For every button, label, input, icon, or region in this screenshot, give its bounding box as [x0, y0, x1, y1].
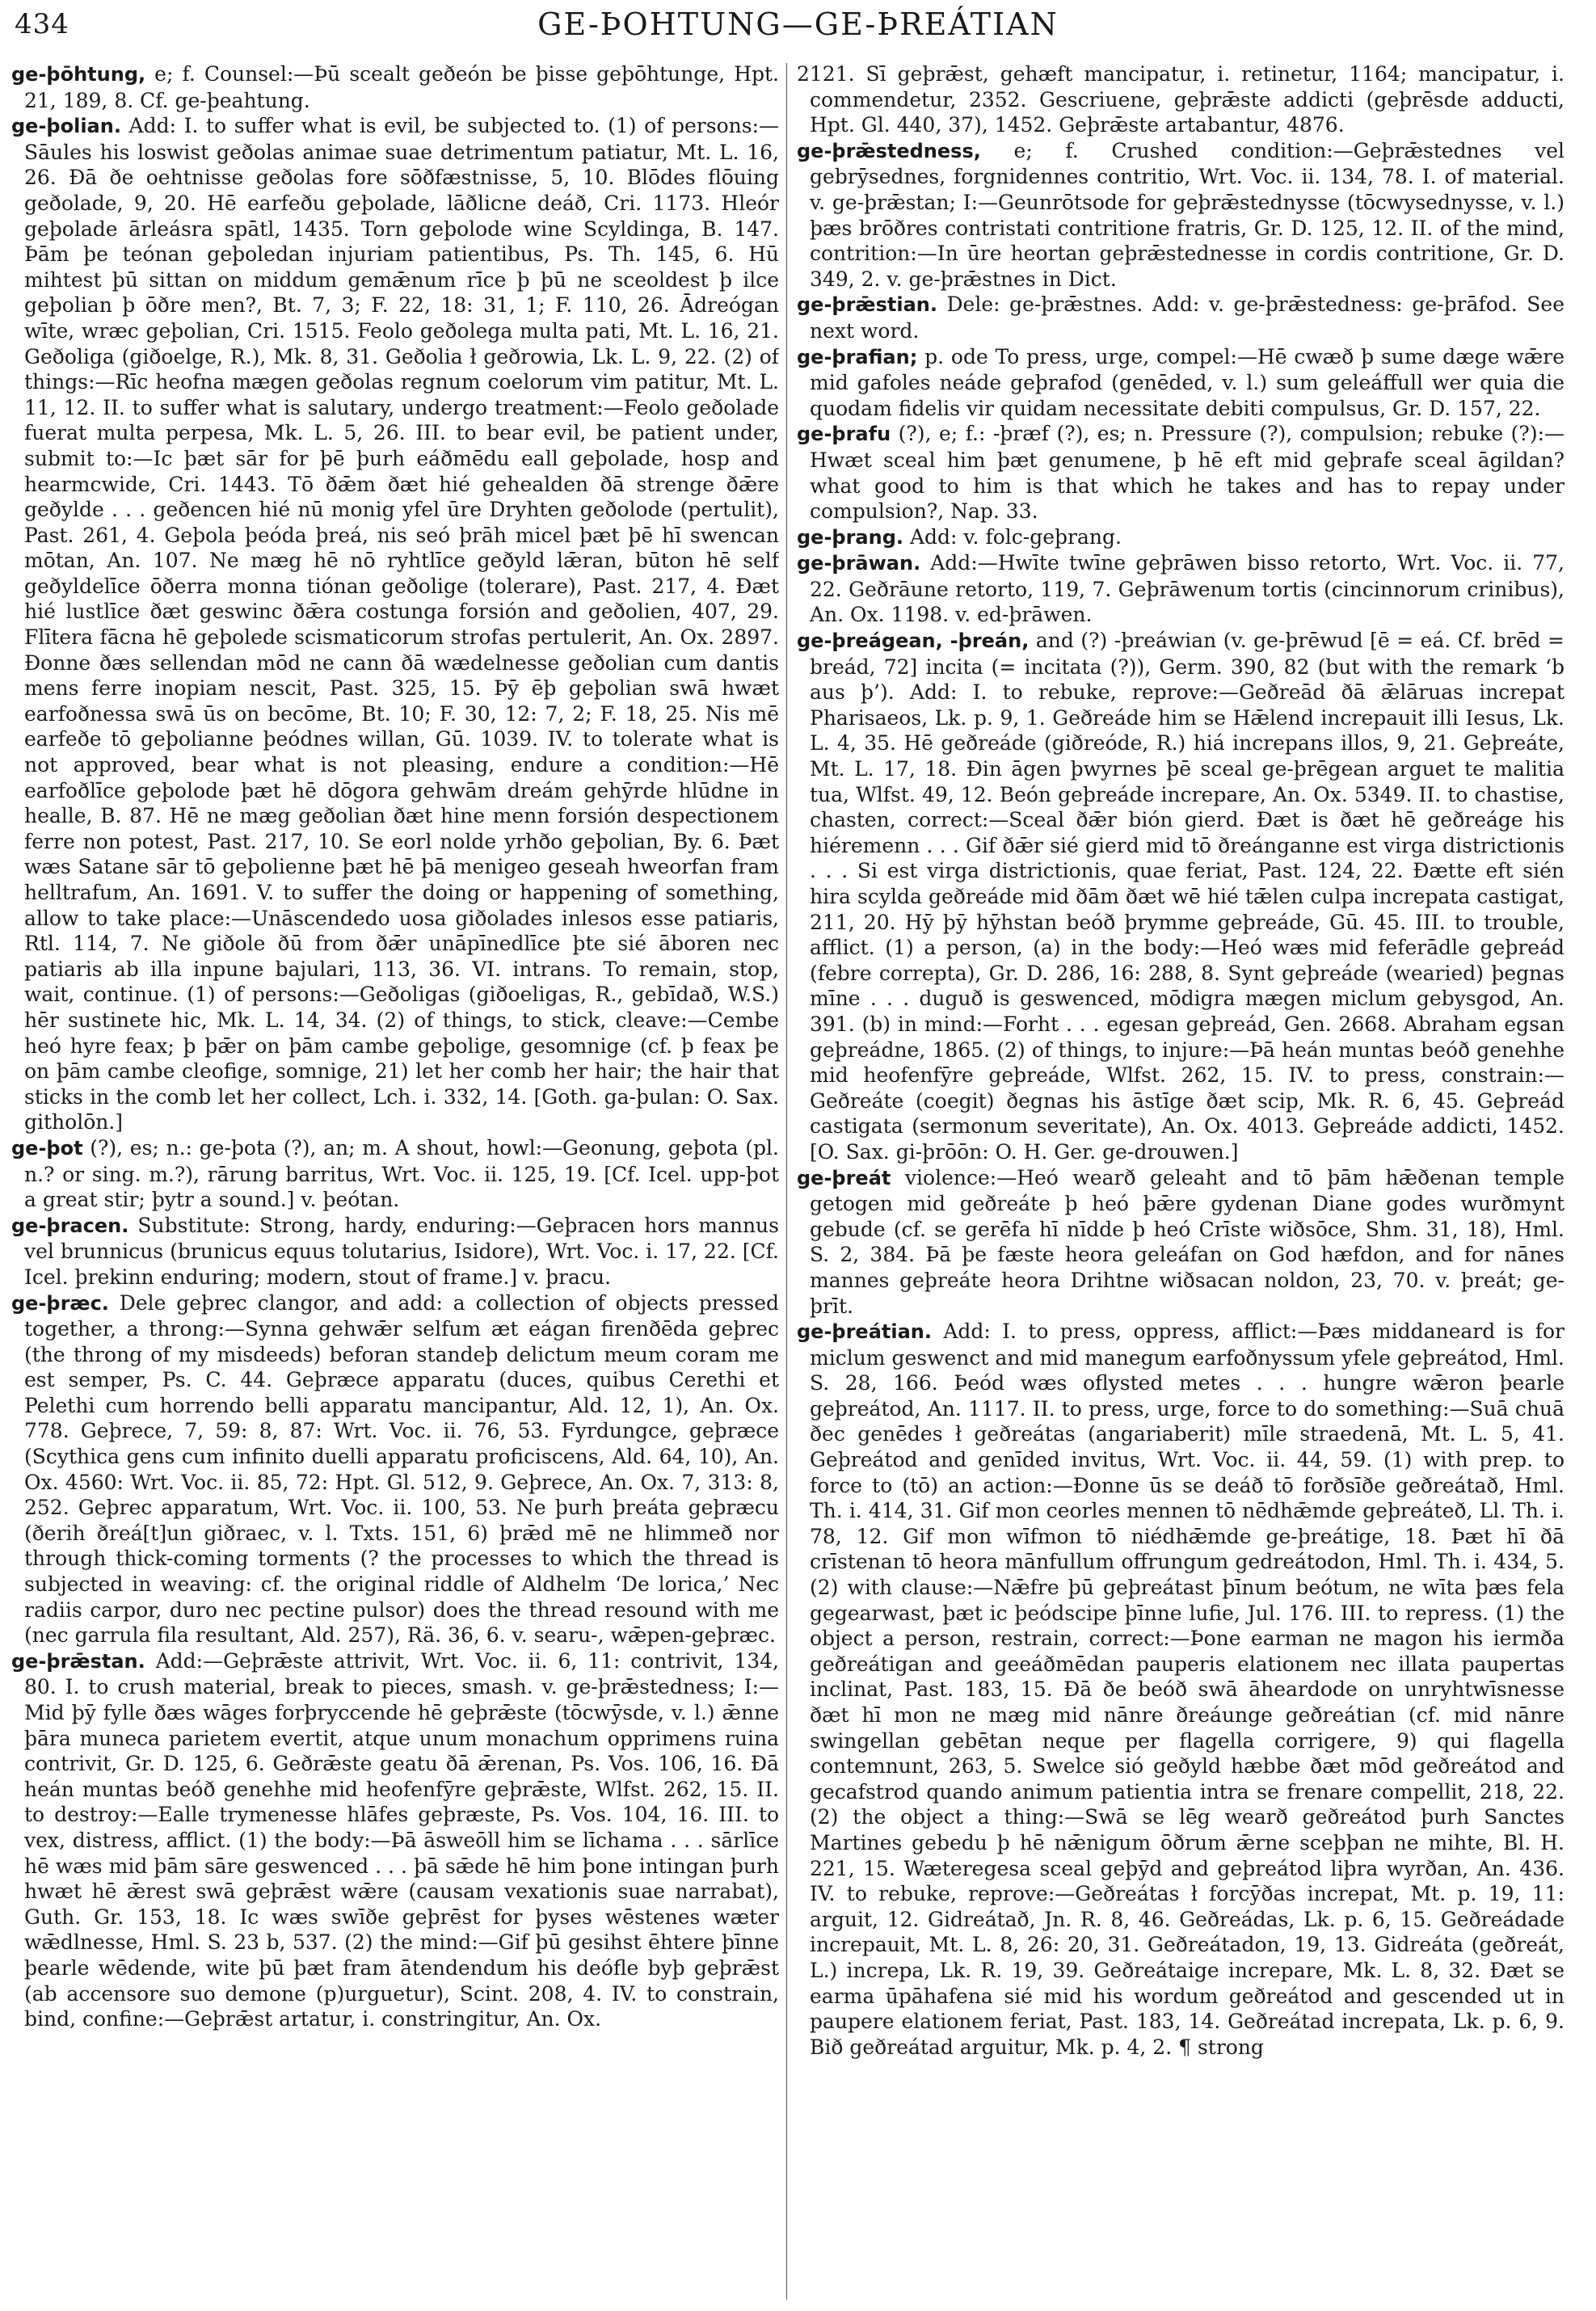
entry-headword: ge-þrang. — [797, 525, 904, 549]
entry-text: (?), es; n.: ge-þota (?), an; m. A shout, howl:—Geonung, geþota (pl. n.? or sing. m.?), rārung barritus, Wrt. Voc. ii. 125, 19. [Cf. Icel. upp-þot a great stir; þytr a sound.] v. þeótan. — [24, 1135, 779, 1212]
entry-headword: ge-þræc. — [11, 1291, 109, 1315]
entry-text: e; f. Counsel:—Þū scealt geðeón be þisse geþōhtunge, Hpt. 21, 189, 8. Cf. ge-þeahtung. — [24, 62, 779, 112]
entry-headword: ge-þrafian; — [797, 345, 918, 368]
running-head — [0, 0, 1596, 57]
entry-headword: ge-þreágean, -þreán, — [797, 629, 1030, 653]
dictionary-entry — [797, 1165, 1564, 1320]
entry-text: (?), e; f.: -þræf (?), es; n. Pressure (?), compulsion; rebuke (?):—Hwæt sceal him þæt genumene, þ hē eft mid geþrafe sceal āgildan? what good to him is that which he takes and has to repay under compulsion?, Nap. 33. — [810, 422, 1564, 524]
entry-text: e; f. Crushed condition:—Geþrǣstednes vel gebrȳsednes, forgnidennes contritio, Wrt. Voc. ii. 134, 78. I. of material. v. ge-þrǣstan; I:—Geunrōtsode for geþrǣstednysse (tōcwysednysse, v. l.) þæs brōðres contristati contritione fratris, Gr. D. 125, 12. II. of the mind, contrition:—In ūre heortan geþrǣstednesse in cordis contritione, Gr. D. 349, 2. v. ge-þrǣstnes in Dict. — [810, 138, 1564, 291]
dictionary-entry — [11, 61, 779, 113]
entry-headword: ge-þreát — [797, 1166, 891, 1189]
entry-text: Add:—Hwīte twīne geþrāwen bisso retorto, Wrt. Voc. ii. 77, 22. Geðrāune retorto, 119, 7. Geþrāwenum tortis (cincinnorum crinibus), An. Ox. 1198. v. ed-þrāwen. — [810, 551, 1564, 627]
entry-headword: ge-þrǣstedness, — [797, 139, 981, 162]
entry-headword: ge-þōhtung, — [11, 63, 146, 86]
entry-headword: ge-þrǣstian. — [797, 293, 937, 317]
entry-headword: ge-þrāwan. — [797, 552, 921, 575]
page-number: 434 — [15, 8, 69, 40]
entry-text: Dele geþrec clangor, and add: a collection of objects pressed together, a throng:—Synna gehwǣr selfum æt eágan firenðēda geþrec (the throng of my misdeeds) beforan standeþ delictum meum coram me est semper, Ps. C. 44. Geþræce apparatu (duces, quibus Cerethi et Pelethi cum horrendo belli apparatu mancipantur, Ald. 12, 1), An. Ox. 778. Geþrece, 7, 59: 8, 87: Wrt. Voc. ii. 76, 53. Fyrdungce, geþræce (Scythica gens cum infinito duelli apparatu proficiscens, Ald. 64, 10), An. Ox. 4560: Wrt. Voc. ii. 85, 72: Hpt. Gl. 512, 9. Geþrece, An. Ox. 7, 313: 8, 252. Geþrec apparatum, Wrt. Voc. ii. 100, 53. Ne þurh þreáta geþræcu (ðerih ðreá[t]un giðraec, v. l. Txts. 151, 6) þrǣd mē ne hlimmeð nor through thick-coming torments (? the processes to which the thread is subjected in weaving: cf. the original riddle of Aldhelm ‘De lorica,’ Nec radiis carpor, duro nec pectine pulsor) does the thread resound with me (nec garrula fila resultant, Ald. 257), Rä. 36, 6. v. searu-, wǣpen-geþræc. — [24, 1290, 779, 1648]
entry-text: Add:—Geþrǣste attrivit, Wrt. Voc. ii. 6, 11: contrivit, 134, 80. I. to crush material, break to pieces, smash. v. ge-þrǣstedness; I:—Mid þȳ fylle ðæs wāges forþryccende hē geþrǣste (tōcwȳsde, v. l.) ǣnne þāra muneca parietem evertit, atque unum monachum opprimens ruina contrivit, Gr. D. 125, 6. Geðrǣste geatu ðā ǣrenan, Ps. Vos. 106, 16. Ðā heán muntas beóð genehhe mid heofenfȳre geþrǣste, Wlfst. 262, 15. II. to destroy:—Ealle trymenesse hlāfes geþræste, Ps. Vos. 104, 16. III. to vex, distress, afflict. (1) the body:—Þā āsweōll him se līchama . . . sārlīce hē wæs mid þām sāre geswenced . . . þā sǣde hē him þone intingan þurh hwæt hē ǣrest swā geþrǣst wǣre (causam vexationis suae narrabat), Guth. Gr. 153, 18. Ic wæs swīðe geþrēst for þyses wēstenes wæter wǣdlnesse, Hml. S. 23 b, 537. (2) the mind:—Gif þū gesihst ēhtere þīnne þearle wēdende, wite þū þæt fram ātendendum his deófle byþ geþrǣst (ab accensore suo demone (p)urguetur), Scint. 208, 4. IV. to constrain, bind, confine:—Geþrǣst artatur, i. constringitur, An. Ox. — [24, 1648, 779, 2031]
dictionary-entry — [797, 344, 1564, 422]
dictionary-entry — [797, 628, 1564, 1164]
running-title: GE-ÞOHTUNG—GE-ÞREÁTIAN — [537, 6, 1059, 42]
dictionary-entry — [797, 292, 1564, 343]
entry-text: and (?) -þreáwian (v. ge-þrēwud [ē = eá. Cf. brēd = breád, 72] incita (= incitata (?)), Germ. 390, 82 (but with the remark ‘b aus þ’). Add: I. to rebuke, reprove:—Geðreād ðā ǣlāruas increpat Pharisaeos, Lk. p. 9, 1. Geðreáde him se Hǣlend increpauit illi Iesus, Lk. L. 4, 35. Hē geðreáde (giðreóde, R.) hiá increpans illos, 9, 21. Geþreáte, Mt. L. 17, 18. Ðin āgen þwyrnes þē sceal ge-þrēgean arguet te malitia tua, Wlfst. 49, 12. Beón geþreáde increpare, An. Ox. 5349. II. to chastise, chasten, correct:—Sceal ðǣr bión gierd. Ðæt is ðæt hē geðreáge his hiéremenn . . . Gif ðǣr sié gierd mid tō ðreánganne est virga districtionis . . . Si est virga districtionis, quae feriat, Past. 124, 22. Ðætte eft sién hira scylda geðreáde mid ðām ðæt wē hié tǣlen culpa increpata castigat, 211, 20. Hȳ þȳ hȳhstan beóð þrymme geþreáde, Gū. 45. III. to trouble, afflict. (1) a person, (a) in the body:—Heó wæs mid feferādle geþreád (febre correpta), Gr. D. 286, 16: 288, 8. Synt geþreáde (wearied) þegnas mīne . . . duguð is geswenced, mōdigra mægen miclum gebysgod, An. 391. (b) in mind:—Forht . . . egesan geþreád, Gen. 2668. Abraham egsan geþreádne, 1865. (2) of things, to injure:—Þā heán muntas beóð genehhe mid heofenfȳre geþreáde, Wlfst. 262, 15. IV. to press, constrain:—Geðreáte (coegit) ðegnas his āstīge ðæt scip, Mk. R. 6, 45. Geþreád castigata (sermonum severitate), An. Ox. 4013. Geþreáde addicti, 1452. [O. Sax. gi-þrōōn: O. H. Ger. ge-drouwen.] — [810, 629, 1564, 1164]
dictionary-entry — [11, 113, 779, 1135]
right-column — [797, 61, 1564, 2300]
entry-headword: ge-þrǣstan. — [11, 1649, 145, 1673]
dictionary-entry — [11, 1290, 779, 1648]
entry-headword: ge-þracen. — [11, 1214, 129, 1237]
entry-headword: ge-þolian. — [11, 115, 121, 138]
entry-text: 2121. Sī geþrǣst, gehæft mancipatur, i. retinetur, 1164; mancipatur, i. commendetur, 2352. Gescriuene, geþrǣste addicti (geþrēsde adducti, Hpt. Gl. 440, 37), 1452. Geþrǣste artabantur, 4876. — [797, 62, 1564, 137]
dictionary-entry — [797, 421, 1564, 524]
entry-text: violence:—Heó wearð geleaht and tō þām hǣðenan temple getogen mid geðreáte þ heó þǣre gydenan Diane godes wurðmynt gebude (cf. se gerēfa hī nīdde þ heó Crīste wiðsōce, Shm. 31, 18), Hml. S. 2, 384. Þā þe fæste heora geleáfan on God hæfdon, and for nānes mannes geþreáte heora Drihtne wiðsacan noldon, 23, 70. v. þreát; ge-þrīt. — [810, 1165, 1564, 1318]
entry-text: Add: I. to press, oppress, afflict:—Þæs middaneard is for miclum geswenct and mid manegum earfoðnyssum yfele geþreátod, Hml. S. 28, 166. Þeód wæs oflysted metes . . . hungre wǣron þearle geþreátod, An. 1117. II. to press, urge, force to do something:—Suā chuā ðec genēdes ł geðreátas (angariaberit) mīle straedenā, Mt. L. 5, 41. Geþreátod and genīded invitus, Wrt. Voc. ii. 44, 59. (1) with prep. to force to (tō) an action:—Ðonne ūs se deáð tō forðsīðe geðreátað, Hml. Th. i. 414, 31. Gif mon ceorles mennen tō nēdhǣmde geþreáteð, Ll. Th. i. 78, 12. Gif mon wīfmon tō niédhǣmde ge-þreátige, 18. Þæt hī ðā crīstenan tō heora mānfullum offrungum gedreátodon, Hml. Th. i. 434, 5. (2) with clause:—Nǣfre þū geþreátast þīnum beótum, ne wīta þæs fela gegearwast, þæt ic þeódscipe þīnne lufie, Jul. 176. III. to repress. (1) the object a person, restrain, correct:—Þone earman ne magon his iermða geðreátigan and geeáðmēdan pauperis elationem nec illata paupertas inclinat, Past. 183, 15. Ðā ðe beóð swā āheardode on unryhtwīsnesse ðæt hī mon ne mæg mid nānre ðreáunge geðreátian (cf. mid nānre swingellan gebētan neque per flagella corrigere, 9) qui flagella contemnunt, 263, 5. Swelce sió geðyld hæbbe ðæt mōd geðreátod and gecafstrod quando animum patientia intra se frenare compellit, 218, 22. (2) the object a thing:—Swā se lēg wearð geðreátod þurh Sanctes Martines gebedu þ hē nǣnigum ōðrum ǣrne sceþþan ne mihte, Bl. H. 221, 15. Wæteregesa sceal geþȳd and geþreátod liþra wyrðan, An. 436. IV. to rebuke, reprove:—Geðreátas ł forcȳðas increpat, Mt. p. 19, 11: arguit, 12. Gidreátað, Jn. R. 8, 46. Geðreádas, Lk. p. 6, 15. Geðreádade increpauit, Mt. L. 8, 26: 20, 31. Geðreátadon, 19, 13. Gidreáta (geðreát, L.) increpa, Lk. R. 19, 39. Geðreátaige increpare, Mk. L. 8, 32. Ðæt se earma ūpāhafena sié mid his wordum geðreátod and gescended ut in paupere elationem feriat, Past. 183, 14. Geðreátad increpata, Lk. p. 6, 9. Bið geðreátad arguitur, Mk. p. 4, 2. ¶ strong — [810, 1320, 1564, 2059]
dictionary-entry — [797, 550, 1564, 628]
entry-headword: ge-þreátian. — [797, 1320, 933, 1344]
entry-headword: ge-þrafu — [797, 423, 891, 446]
column-divider — [786, 63, 787, 2300]
entry-text: p. ode To press, urge, compel:—Hē cwæð þ sume dæge wǣre mid gafoles neáde geþrafod (genēded, v. l.) sum geleáffull wer quia die quodam fidelis vir quidam necessitate debiti compulsus, Gr. D. 157, 22. — [810, 344, 1564, 420]
entry-text: Substitute: Strong, hardy, enduring:—Geþracen hors mannus vel brunnicus (brunicus equus tolutarius, Isidore), Wrt. Voc. i. 17, 22. [Cf. Icel. þrekinn enduring; modern, stout of frame.] v. þracu. — [24, 1213, 779, 1289]
entry-text: Add: I. to suffer what is evil, be subjected to. (1) of persons:—Sāules his loswist geðolas animae suae detrimentum patiatur, Mt. L. 16, 26. Ðā ðe oehtnisse geðolas fore sōðfæstnisse, 5, 10. Blōdes flōuing geðolade, 9, 20. Hē earfeðu geþolade, lāðlicne deáð, Cri. 1173. Hleór geþolade ārleásra spātl, 1435. Torn geþolode wine Scyldinga, B. 147. Þām þe teónan geþoledan injuriam patientibus, Ps. Th. 145, 6. Hū mihtest þū sittan on middum gemǣnum rīce þ þū ne sceoldest þ ilce geþolian þ ōðre men?, Bt. 7, 3; F. 22, 18: 31, 1; F. 110, 26. Ādreógan wīte, wræc geþolian, Cri. 1515. Feolo geðolega multa pati, Mt. L. 16, 21. Geðoliga (giðoelge, R.), Mk. 8, 31. Geðolia ł geðrowia, Lk. L. 9, 22. (2) of things:—Rīc heofna mægen geðolas regnum coelorum vim patitur, Mt. L. 11, 12. II. to suffer what is salutary, undergo treatment:—Feolo geðolade fuerat multa perpesa, Mk. L. 5, 26. III. to bear evil, be patient under, submit to:—Ic þæt sār for þē þurh eáðmēdu eall geþolade, hosp and hearmcwide, Cri. 1443. Tō ðǣm ðæt hié gehealden ðā strenge ðǣre geðylde . . . geðencen hié nū monig yfel ūre Dryhten geðolode (pertulit), Past. 261, 4. Geþola þeóda þreá, nis seó þrāh micel þæt þē hī swencan mōtan, An. 107. Ne mæg hē nō ryhtlīce geðyld lǣran, būton hē self geðyldelīce ōðerra monna tiónan geðolige (tolerare), Past. 217, 4. Ðæt hié lustlīce ðæt geswinc ðǣra costunga forsión and geðolien, 407, 29. Flītera fācna hē geþolede scismaticorum strofas pertulerit, An. Ox. 2897. Ðonne ðæs sellendan mōd ne cann ðā wædelnesse geðolian cum dantis mens ferre inopiam nescit, Past. 325, 15. Þȳ ēþ geþolian swā hwæt earfoðnessa swā ūs on becōme, Bt. 10; F. 30, 12: 7, 2; F. 18, 25. Nis mē earfeðe tō geþolianne þeódnes willan, Gū. 1039. IV. to tolerate what is not approved, bear what is not pleasing, endure a condition:—Hē earfoðlīce geþolode þæt hē dōgora gehwām dreám gehȳrde hlūdne in healle, B. 87. Hē ne mæg geðolian ðæt hine menn forsión despectionem ferre non potest, Past. 217, 10. Se eorl nolde yrhðo geþolian, By. 6. Þæt wæs Satane sār tō geþolienne þæt hē þā menigeo geseah hweorfan fram helltrafum, An. 1691. V. to suffer the doing or happening of something, allow to take place:—Unāscendedo uosa giðolades inlesos esse patiaris, Rtl. 114, 7. Ne giðole ðū from ðǣr unāpīnedlīce þte sié āboren nec patiaris ab illa inpune bajulari, 113, 36. VI. intrans. To remain, stop, wait, continue. (1) of persons:—Geðoligas (giðoeligas, R., gebīdað, W.S.) hēr sustinete hic, Mk. L. 14, 34. (2) of things, to stick, cleave:—Cembe heó hyre feax; þ þǣr on þām cambe geþolige, gesomnige (cf. þ feax þe on þām cambe cleofige, somnige, 21) let her comb her hair; the hair that sticks in the comb let her collect, Lch. i. 332, 14. [Goth. ga-þulan: O. Sax. githolōn.] — [24, 114, 779, 1134]
dictionary-entry — [797, 524, 1564, 551]
entry-text: Dele: ge-þrǣstnes. Add: v. ge-þrǣstedness: ge-þrāfod. See next word. — [810, 293, 1564, 343]
entry-headword: ge-þot — [11, 1136, 83, 1160]
dictionary-entry — [797, 1319, 1564, 2060]
entry-text: Add: v. folc-geþrang. — [903, 524, 1122, 549]
dictionary-entry — [797, 61, 1564, 138]
dictionary-entry — [797, 138, 1564, 293]
left-column — [11, 61, 779, 2300]
dictionary-entry — [11, 1648, 779, 2032]
dictionary-entry — [11, 1135, 779, 1213]
dictionary-entry — [11, 1213, 779, 1290]
